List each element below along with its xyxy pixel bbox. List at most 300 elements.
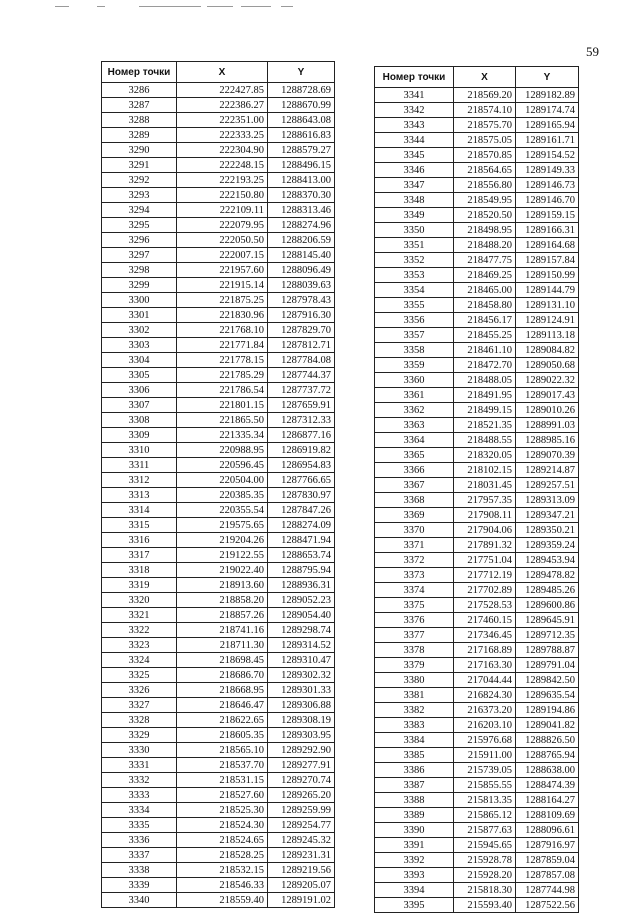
cell-y: 1288991.03 xyxy=(516,418,579,433)
cell-x: 218711.30 xyxy=(177,638,268,653)
table-row xyxy=(102,683,335,698)
cell-y: 1289314.52 xyxy=(268,638,335,653)
cell-point-number: 3382 xyxy=(375,703,454,718)
cell-point-number: 3385 xyxy=(375,748,454,763)
cell-y: 1289635.54 xyxy=(516,688,579,703)
cell-x: 218646.47 xyxy=(177,698,268,713)
table-row xyxy=(102,203,335,218)
cell-point-number: 3318 xyxy=(102,563,177,578)
cell-point-number: 3297 xyxy=(102,248,177,263)
cell-x: 216824.30 xyxy=(454,688,516,703)
table-row xyxy=(102,518,335,533)
cell-x: 218461.10 xyxy=(454,343,516,358)
cell-y: 1288206.59 xyxy=(268,233,335,248)
cell-y: 1289144.79 xyxy=(516,283,579,298)
cell-point-number: 3322 xyxy=(102,623,177,638)
cell-point-number: 3359 xyxy=(375,358,454,373)
cell-x: 217957.35 xyxy=(454,493,516,508)
cell-y: 1289231.31 xyxy=(268,848,335,863)
cell-x: 218570.85 xyxy=(454,148,516,163)
table-row xyxy=(102,293,335,308)
table-row xyxy=(375,523,579,538)
cell-x: 215593.40 xyxy=(454,898,516,913)
cell-y: 1289054.40 xyxy=(268,608,335,623)
cell-x: 218102.15 xyxy=(454,463,516,478)
cell-y: 1289259.99 xyxy=(268,803,335,818)
table-row xyxy=(375,448,579,463)
cell-y: 1288109.69 xyxy=(516,808,579,823)
table-row xyxy=(102,788,335,803)
cell-point-number: 3386 xyxy=(375,763,454,778)
cell-y: 1289150.99 xyxy=(516,268,579,283)
cell-y: 1289113.18 xyxy=(516,328,579,343)
cell-x: 216373.20 xyxy=(454,703,516,718)
cell-y: 1289270.74 xyxy=(268,773,335,788)
cell-point-number: 3329 xyxy=(102,728,177,743)
cell-y: 1287857.08 xyxy=(516,868,579,883)
cell-x: 218532.15 xyxy=(177,863,268,878)
header-y: Y xyxy=(268,62,335,83)
cell-point-number: 3287 xyxy=(102,98,177,113)
cell-y: 1289146.73 xyxy=(516,178,579,193)
cell-point-number: 3321 xyxy=(102,608,177,623)
cell-point-number: 3379 xyxy=(375,658,454,673)
cell-point-number: 3356 xyxy=(375,313,454,328)
cell-x: 218477.75 xyxy=(454,253,516,268)
cell-point-number: 3388 xyxy=(375,793,454,808)
table-row xyxy=(375,343,579,358)
table-row xyxy=(375,688,579,703)
cell-y: 1289191.02 xyxy=(268,893,335,908)
cell-x: 221785.29 xyxy=(177,368,268,383)
cell-y: 1289277.91 xyxy=(268,758,335,773)
header-point-number: Номер точки xyxy=(102,62,177,83)
table-row xyxy=(375,613,579,628)
table-row xyxy=(102,728,335,743)
table-row xyxy=(375,88,579,103)
table-row xyxy=(102,848,335,863)
table-row xyxy=(375,838,579,853)
cell-x: 221768.10 xyxy=(177,323,268,338)
cell-point-number: 3302 xyxy=(102,323,177,338)
table-row xyxy=(102,143,335,158)
table-row xyxy=(375,868,579,883)
table-row xyxy=(102,248,335,263)
cell-x: 217908.11 xyxy=(454,508,516,523)
table-row xyxy=(102,698,335,713)
cell-x: 217528.53 xyxy=(454,598,516,613)
table-row xyxy=(375,298,579,313)
cell-x: 217460.15 xyxy=(454,613,516,628)
cell-point-number: 3336 xyxy=(102,833,177,848)
cell-x: 218686.70 xyxy=(177,668,268,683)
table-row xyxy=(102,398,335,413)
cell-y: 1288728.69 xyxy=(268,83,335,98)
cell-x: 222351.00 xyxy=(177,113,268,128)
cell-point-number: 3306 xyxy=(102,383,177,398)
table-row xyxy=(102,758,335,773)
cell-x: 220988.95 xyxy=(177,443,268,458)
cell-y: 1288164.27 xyxy=(516,793,579,808)
cell-point-number: 3326 xyxy=(102,683,177,698)
cell-point-number: 3327 xyxy=(102,698,177,713)
cell-y: 1289310.47 xyxy=(268,653,335,668)
cell-x: 222386.27 xyxy=(177,98,268,113)
cell-point-number: 3380 xyxy=(375,673,454,688)
cell-x: 217904.06 xyxy=(454,523,516,538)
table-row xyxy=(102,503,335,518)
table-row xyxy=(375,733,579,748)
cell-y: 1287830.97 xyxy=(268,488,335,503)
cell-y: 1287522.56 xyxy=(516,898,579,913)
cell-y: 1289485.26 xyxy=(516,583,579,598)
cell-y: 1287859.04 xyxy=(516,853,579,868)
cell-x: 218520.50 xyxy=(454,208,516,223)
cell-point-number: 3320 xyxy=(102,593,177,608)
cell-point-number: 3351 xyxy=(375,238,454,253)
table-row xyxy=(102,113,335,128)
cell-x: 217751.04 xyxy=(454,553,516,568)
cell-x: 221786.54 xyxy=(177,383,268,398)
cell-y: 1289245.32 xyxy=(268,833,335,848)
cell-x: 218456.17 xyxy=(454,313,516,328)
table-row xyxy=(102,773,335,788)
cell-point-number: 3311 xyxy=(102,458,177,473)
cell-x: 215865.12 xyxy=(454,808,516,823)
cell-point-number: 3368 xyxy=(375,493,454,508)
table-row xyxy=(375,223,579,238)
table-row xyxy=(375,778,579,793)
table-row xyxy=(102,353,335,368)
cell-y: 1287812.71 xyxy=(268,338,335,353)
table-row xyxy=(375,658,579,673)
cell-point-number: 3369 xyxy=(375,508,454,523)
cell-point-number: 3331 xyxy=(102,758,177,773)
table-row xyxy=(375,463,579,478)
cell-point-number: 3393 xyxy=(375,868,454,883)
table-row xyxy=(102,833,335,848)
cell-x: 222248.15 xyxy=(177,158,268,173)
cell-y: 1287916.97 xyxy=(516,838,579,853)
cell-x: 218858.20 xyxy=(177,593,268,608)
cell-y: 1289205.07 xyxy=(268,878,335,893)
cell-point-number: 3325 xyxy=(102,668,177,683)
cell-x: 218857.26 xyxy=(177,608,268,623)
table-row xyxy=(102,188,335,203)
cell-y: 1287847.26 xyxy=(268,503,335,518)
cell-point-number: 3353 xyxy=(375,268,454,283)
cell-y: 1289842.50 xyxy=(516,673,579,688)
cell-point-number: 3383 xyxy=(375,718,454,733)
table-row xyxy=(375,808,579,823)
cell-point-number: 3333 xyxy=(102,788,177,803)
cell-point-number: 3315 xyxy=(102,518,177,533)
cell-point-number: 3296 xyxy=(102,233,177,248)
cell-y: 1289166.31 xyxy=(516,223,579,238)
cell-point-number: 3364 xyxy=(375,433,454,448)
cell-y: 1287978.43 xyxy=(268,293,335,308)
table-row xyxy=(102,98,335,113)
cell-x: 221865.50 xyxy=(177,413,268,428)
cell-y: 1287784.08 xyxy=(268,353,335,368)
table-row xyxy=(375,718,579,733)
table-row xyxy=(375,598,579,613)
cell-y: 1289712.35 xyxy=(516,628,579,643)
cell-point-number: 3374 xyxy=(375,583,454,598)
table-row xyxy=(102,893,335,908)
cell-x: 218488.55 xyxy=(454,433,516,448)
cell-y: 1289257.51 xyxy=(516,478,579,493)
cell-point-number: 3372 xyxy=(375,553,454,568)
cell-y: 1289306.88 xyxy=(268,698,335,713)
cell-y: 1289313.09 xyxy=(516,493,579,508)
cell-point-number: 3300 xyxy=(102,293,177,308)
table-row xyxy=(375,853,579,868)
cell-point-number: 3341 xyxy=(375,88,454,103)
cell-y: 1289194.86 xyxy=(516,703,579,718)
cell-y: 1288145.40 xyxy=(268,248,335,263)
cell-point-number: 3291 xyxy=(102,158,177,173)
table-row xyxy=(102,578,335,593)
table-row xyxy=(375,433,579,448)
cell-y: 1286919.82 xyxy=(268,443,335,458)
table-row xyxy=(375,508,579,523)
cell-x: 221771.84 xyxy=(177,338,268,353)
table-row xyxy=(102,263,335,278)
cell-x: 218499.15 xyxy=(454,403,516,418)
cell-point-number: 3378 xyxy=(375,643,454,658)
table-row xyxy=(102,473,335,488)
table-row xyxy=(102,563,335,578)
cell-y: 1289453.94 xyxy=(516,553,579,568)
cell-y: 1289124.91 xyxy=(516,313,579,328)
cell-y: 1289052.23 xyxy=(268,593,335,608)
cell-x: 218455.25 xyxy=(454,328,516,343)
table-row xyxy=(102,713,335,728)
cell-x: 218488.20 xyxy=(454,238,516,253)
table-header-row xyxy=(375,67,579,88)
cell-y: 1289161.71 xyxy=(516,133,579,148)
cell-point-number: 3375 xyxy=(375,598,454,613)
header-y: Y xyxy=(516,67,579,88)
cell-x: 222109.11 xyxy=(177,203,268,218)
cell-x: 218913.60 xyxy=(177,578,268,593)
cell-point-number: 3352 xyxy=(375,253,454,268)
cell-point-number: 3377 xyxy=(375,628,454,643)
cell-point-number: 3343 xyxy=(375,118,454,133)
cell-x: 218031.45 xyxy=(454,478,516,493)
cell-point-number: 3312 xyxy=(102,473,177,488)
cell-x: 222079.95 xyxy=(177,218,268,233)
cell-y: 1288985.16 xyxy=(516,433,579,448)
table-row xyxy=(375,133,579,148)
cell-x: 222050.50 xyxy=(177,233,268,248)
table-row xyxy=(102,743,335,758)
table-row xyxy=(375,538,579,553)
cell-y: 1289131.10 xyxy=(516,298,579,313)
cell-point-number: 3319 xyxy=(102,578,177,593)
cell-y: 1289478.82 xyxy=(516,568,579,583)
cell-point-number: 3330 xyxy=(102,743,177,758)
cell-point-number: 3342 xyxy=(375,103,454,118)
cell-x: 218549.95 xyxy=(454,193,516,208)
cell-point-number: 3307 xyxy=(102,398,177,413)
cell-point-number: 3394 xyxy=(375,883,454,898)
cell-x: 217346.45 xyxy=(454,628,516,643)
table-row xyxy=(102,413,335,428)
header-x: X xyxy=(177,62,268,83)
table-row xyxy=(102,653,335,668)
scan-artifact-marks xyxy=(55,6,315,10)
cell-x: 220504.00 xyxy=(177,473,268,488)
header-point-number: Номер точки xyxy=(375,67,454,88)
table-row xyxy=(375,403,579,418)
table-row xyxy=(102,803,335,818)
cell-y: 1288496.15 xyxy=(268,158,335,173)
cell-point-number: 3389 xyxy=(375,808,454,823)
cell-point-number: 3293 xyxy=(102,188,177,203)
cell-y: 1289164.68 xyxy=(516,238,579,253)
table-row xyxy=(375,283,579,298)
cell-x: 218668.95 xyxy=(177,683,268,698)
cell-point-number: 3362 xyxy=(375,403,454,418)
cell-x: 222150.80 xyxy=(177,188,268,203)
cell-y: 1289214.87 xyxy=(516,463,579,478)
cell-x: 221915.14 xyxy=(177,278,268,293)
cell-point-number: 3365 xyxy=(375,448,454,463)
cell-x: 218465.00 xyxy=(454,283,516,298)
cell-point-number: 3390 xyxy=(375,823,454,838)
cell-y: 1289041.82 xyxy=(516,718,579,733)
table-row xyxy=(375,793,579,808)
cell-x: 218537.70 xyxy=(177,758,268,773)
cell-y: 1289292.90 xyxy=(268,743,335,758)
cell-y: 1289149.33 xyxy=(516,163,579,178)
header-x: X xyxy=(454,67,516,88)
cell-y: 1288795.94 xyxy=(268,563,335,578)
cell-x: 221335.34 xyxy=(177,428,268,443)
cell-y: 1288474.39 xyxy=(516,778,579,793)
cell-point-number: 3349 xyxy=(375,208,454,223)
cell-x: 215945.65 xyxy=(454,838,516,853)
cell-point-number: 3323 xyxy=(102,638,177,653)
table-row xyxy=(375,178,579,193)
cell-y: 1289788.87 xyxy=(516,643,579,658)
table-row xyxy=(102,623,335,638)
cell-x: 218498.95 xyxy=(454,223,516,238)
table-row xyxy=(102,533,335,548)
cell-point-number: 3299 xyxy=(102,278,177,293)
cell-point-number: 3292 xyxy=(102,173,177,188)
cell-y: 1289174.74 xyxy=(516,103,579,118)
cell-point-number: 3316 xyxy=(102,533,177,548)
cell-y: 1289254.77 xyxy=(268,818,335,833)
table-row xyxy=(375,478,579,493)
cell-x: 218528.25 xyxy=(177,848,268,863)
cell-y: 1289022.32 xyxy=(516,373,579,388)
cell-point-number: 3373 xyxy=(375,568,454,583)
cell-x: 217168.89 xyxy=(454,643,516,658)
cell-y: 1289070.39 xyxy=(516,448,579,463)
cell-point-number: 3358 xyxy=(375,343,454,358)
table-row xyxy=(375,418,579,433)
cell-x: 216203.10 xyxy=(454,718,516,733)
cell-x: 218491.95 xyxy=(454,388,516,403)
cell-y: 1289146.70 xyxy=(516,193,579,208)
cell-y: 1289308.19 xyxy=(268,713,335,728)
cell-y: 1289165.94 xyxy=(516,118,579,133)
cell-y: 1288096.61 xyxy=(516,823,579,838)
cell-y: 1287829.70 xyxy=(268,323,335,338)
cell-point-number: 3289 xyxy=(102,128,177,143)
cell-x: 221830.96 xyxy=(177,308,268,323)
cell-point-number: 3314 xyxy=(102,503,177,518)
cell-y: 1288936.31 xyxy=(268,578,335,593)
cell-y: 1287766.65 xyxy=(268,473,335,488)
cell-x: 218524.65 xyxy=(177,833,268,848)
cell-point-number: 3334 xyxy=(102,803,177,818)
cell-y: 1289010.26 xyxy=(516,403,579,418)
cell-point-number: 3324 xyxy=(102,653,177,668)
cell-point-number: 3294 xyxy=(102,203,177,218)
cell-point-number: 3347 xyxy=(375,178,454,193)
table-row xyxy=(102,323,335,338)
cell-x: 219122.55 xyxy=(177,548,268,563)
cell-y: 1288653.74 xyxy=(268,548,335,563)
cell-x: 218741.16 xyxy=(177,623,268,638)
cell-x: 219204.26 xyxy=(177,533,268,548)
cell-x: 218622.65 xyxy=(177,713,268,728)
table-row xyxy=(375,883,579,898)
cell-x: 215818.30 xyxy=(454,883,516,898)
table-row xyxy=(102,308,335,323)
cell-point-number: 3381 xyxy=(375,688,454,703)
cell-y: 1289017.43 xyxy=(516,388,579,403)
cell-x: 218527.60 xyxy=(177,788,268,803)
cell-point-number: 3305 xyxy=(102,368,177,383)
table-row xyxy=(375,748,579,763)
cell-y: 1288765.94 xyxy=(516,748,579,763)
cell-point-number: 3328 xyxy=(102,713,177,728)
table-row xyxy=(375,373,579,388)
cell-x: 222007.15 xyxy=(177,248,268,263)
cell-y: 1289645.91 xyxy=(516,613,579,628)
table-row xyxy=(102,878,335,893)
cell-y: 1288313.46 xyxy=(268,203,335,218)
cell-x: 215855.55 xyxy=(454,778,516,793)
cell-y: 1288643.08 xyxy=(268,113,335,128)
cell-point-number: 3286 xyxy=(102,83,177,98)
cell-x: 219575.65 xyxy=(177,518,268,533)
cell-y: 1288638.00 xyxy=(516,763,579,778)
table-row xyxy=(375,553,579,568)
cell-point-number: 3361 xyxy=(375,388,454,403)
table-row xyxy=(375,388,579,403)
cell-point-number: 3290 xyxy=(102,143,177,158)
cell-point-number: 3387 xyxy=(375,778,454,793)
cell-x: 218574.10 xyxy=(454,103,516,118)
cell-x: 220385.35 xyxy=(177,488,268,503)
cell-x: 218488.05 xyxy=(454,373,516,388)
cell-y: 1288096.49 xyxy=(268,263,335,278)
cell-y: 1287737.72 xyxy=(268,383,335,398)
cell-point-number: 3301 xyxy=(102,308,177,323)
cell-x: 220596.45 xyxy=(177,458,268,473)
table-row xyxy=(375,673,579,688)
cell-y: 1289791.04 xyxy=(516,658,579,673)
cell-x: 220355.54 xyxy=(177,503,268,518)
table-row xyxy=(375,193,579,208)
